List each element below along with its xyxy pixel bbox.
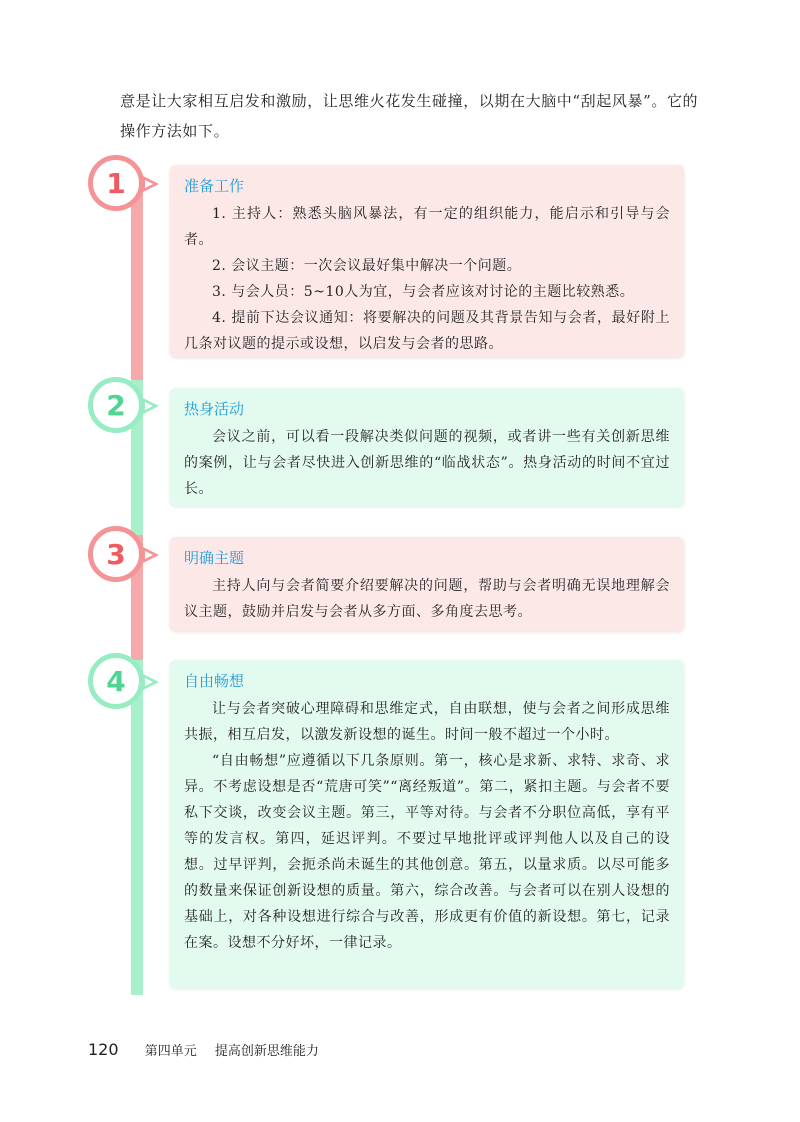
step-1-para-3: 3. 与会人员：5~10人为宜，与会者应该对讨论的主题比较熟悉。 [212,284,635,300]
timeline-segment-1 [131,185,143,380]
step-2-number-badge [88,377,144,433]
step-1-para-1: 1. 主持人：熟悉头脑风暴法，有一定的组织能力，能启示和引导与会者。 [184,206,670,248]
chapter-label: 提高创新思维能力 [214,1044,319,1059]
step-4-card [170,660,684,988]
step-2-title: 热身活动 [184,400,245,418]
step-4-number-badge [88,653,144,709]
step-3-title: 明确主题 [184,549,245,567]
step-3-number-badge [88,526,144,582]
step-4-para-2: “自由畅想”应遵循以下几条原则。第一，核心是求新、求特、求奇、求异。不考虑设想是否“荒唐可笑”“离经叛道”。第二，紧扣主题。与会者不要私下交谈，改变会议主题。第三，平等对待。与会者不分职位高低，享有平等的发言权。第四，延迟评判。不要过早地批评或评判他人以及自己的设想。过早评判，会扼杀尚未诞生的其他创意。第五，以量求质。以尽可能多的数量来保证创新设想的质量。第六，综合改善。与会者可以在别人设想的基础上，对各种设想进行综合与改善，形成更有价值的新设想。第七，记录在案。设想不分好坏，一律记录。 [184,753,670,951]
step-4-number: 4 [106,664,126,698]
step-1-number: 1 [106,166,126,200]
step-1-title: 准备工作 [184,177,245,195]
step-3-para-1: 主持人向与会者简要介绍要解决的问题，帮助与会者明确无误地理解会议主题，鼓励并启发与会者从多方面、多角度去思考。 [184,578,670,620]
unit-label: 第四单元 [144,1044,197,1059]
step-3-card [170,537,684,631]
step-1-para-4: 4. 提前下达会议通知：将要解决的问题及其背景告知与会者，最好附上几条对议题的提示或设想，以启发与会者的思路。 [184,310,670,352]
intro-paragraph: 意是让大家相互启发和激励，让思维火花发生碰撞，以期在大脑中“刮起风暴”。它的操作方法如下。 [120,92,699,140]
step-1-para-2: 2. 会议主题：一次会议最好集中解决一个问题。 [212,258,522,274]
step-2-card [170,388,684,506]
page-number: 120 [88,1040,119,1059]
timeline-segment-4 [131,660,143,995]
step-1-number-badge [88,155,144,211]
step-1-card [170,165,684,357]
step-3-number: 3 [106,537,126,571]
step-4-title: 自由畅想 [184,672,245,690]
step-2-number: 2 [106,388,126,422]
step-4-para-1: 让与会者突破心理障碍和思维定式，自由联想，使与会者之间形成思维共振，相互启发，以激发新设想的诞生。时间一般不超过一个小时。 [184,701,670,743]
page-footer [88,1040,319,1059]
step-2-para-1: 会议之前，可以看一段解决类似问题的视频，或者讲一些有关创新思维的案例，让与会者尽快进入创新思维的“临战状态”。热身活动的时间不宜过长。 [184,429,670,497]
